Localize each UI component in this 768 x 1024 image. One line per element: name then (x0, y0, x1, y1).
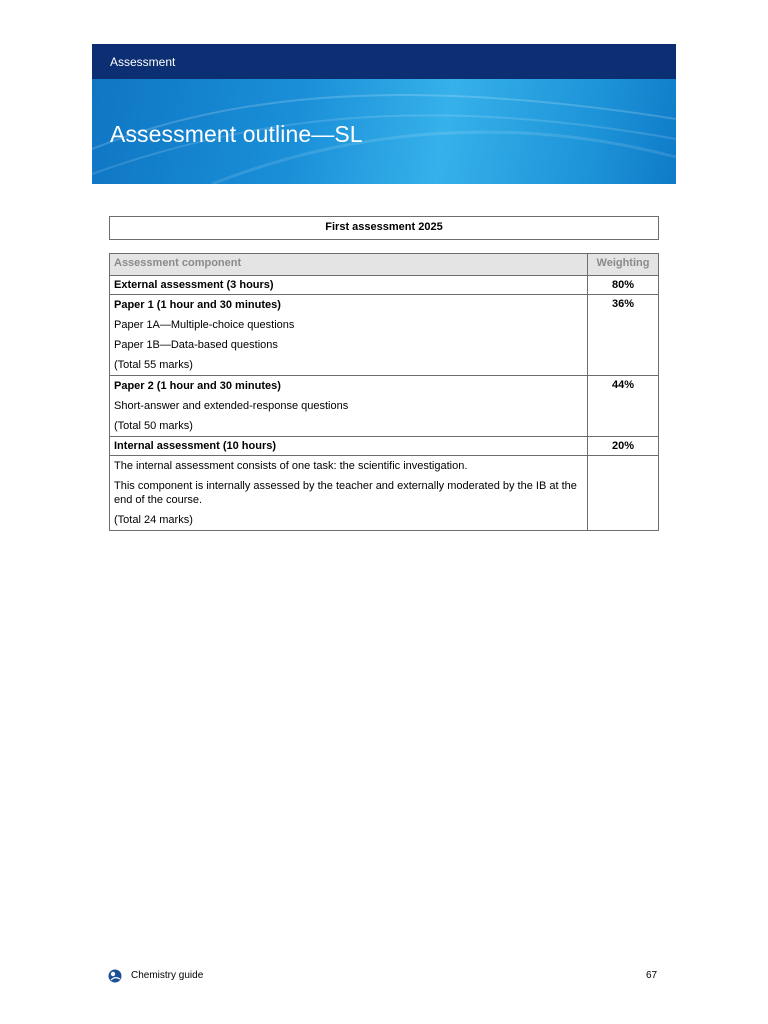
row-line: Paper 2 (1 hour and 30 minutes) (114, 380, 281, 392)
row-weighting: 36% (588, 295, 659, 376)
row-component (110, 456, 588, 531)
table-row (110, 376, 659, 437)
ib-logo-icon (108, 969, 122, 983)
row-component: External assessment (3 hours) (110, 276, 588, 295)
row-line: Paper 1 (1 hour and 30 minutes) (114, 299, 281, 311)
row-line: Short-answer and extended-response questions (114, 400, 349, 412)
row-weighting (588, 456, 659, 531)
header-weighting: Weighting (588, 254, 659, 276)
section-header-bar (92, 44, 676, 79)
row-weighting: 80% (588, 276, 659, 295)
row-line: Paper 1B—Data-based questions (114, 339, 278, 351)
page-number: 67 (646, 970, 658, 981)
table-header-row (110, 254, 659, 276)
row-line: This component is internally assessed by the teacher and externally moderated by the IB at the end of the course. (114, 480, 577, 506)
table-row (110, 276, 659, 295)
row-line: (Total 50 marks) (114, 420, 193, 432)
section-label: Assessment (110, 55, 176, 69)
row-line: Paper 1A—Multiple-choice questions (114, 319, 295, 331)
row-component: Internal assessment (10 hours) (110, 437, 588, 456)
row-line: The internal assessment consists of one task: the scientific investigation. (114, 460, 468, 472)
table-row (110, 295, 659, 376)
row-component (110, 376, 588, 437)
table-row (110, 456, 659, 531)
row-component (110, 295, 588, 376)
table-row (110, 437, 659, 456)
row-line: (Total 55 marks) (114, 359, 193, 371)
row-weighting: 44% (588, 376, 659, 437)
row-line: (Total 24 marks) (114, 514, 193, 526)
footer-guide-name: Chemistry guide (131, 970, 204, 981)
title-banner (92, 79, 676, 184)
page-title: Assessment outline—SL (110, 121, 363, 147)
row-weighting: 20% (588, 437, 659, 456)
header-component: Assessment component (110, 254, 588, 276)
first-assessment-box: First assessment 2025 (109, 216, 659, 240)
assessment-table (109, 253, 659, 531)
